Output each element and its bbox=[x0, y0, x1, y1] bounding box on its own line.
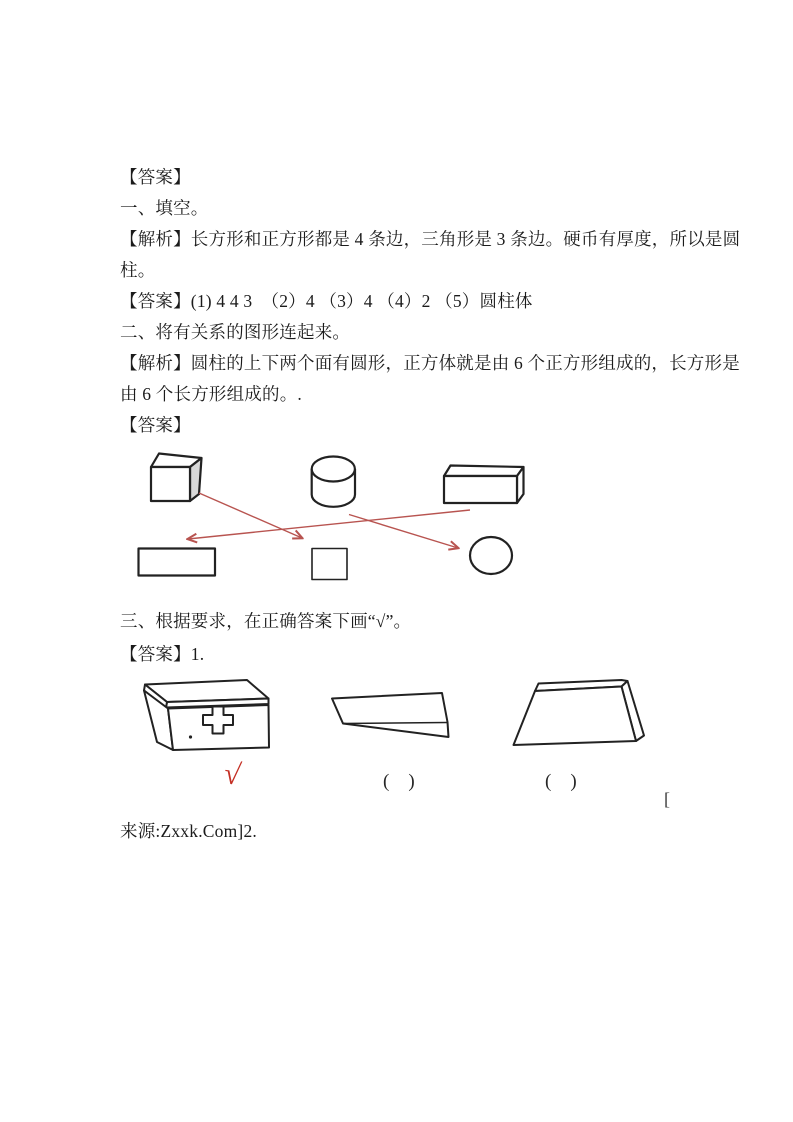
section1-analysis-line2: 柱。 bbox=[120, 260, 156, 280]
section3-answer-label: 【答案】1. bbox=[120, 644, 205, 664]
cuboid-shape bbox=[444, 466, 524, 504]
section2-analysis-line2: 由 6 个长方形组成的。. bbox=[120, 384, 302, 404]
trapezoid-block-shape bbox=[514, 680, 645, 745]
source-footer: 来源:Zxxk.Com]2. bbox=[120, 821, 257, 841]
match-line-cuboid-to-rectangle bbox=[188, 510, 470, 539]
section1-answer-line: 【答案】(1) 4 4 3 （2）4 （3）4 （4）2 （5）圆柱体 bbox=[120, 291, 533, 311]
answer-heading-1: 【答案】 bbox=[120, 167, 191, 187]
match-line-cylinder-to-circle bbox=[349, 515, 458, 549]
matching-diagram bbox=[139, 454, 524, 580]
square-shape bbox=[312, 549, 347, 580]
thin-slab-shape bbox=[332, 693, 449, 737]
answer-parentheses-middle: ( ) bbox=[383, 771, 415, 792]
match-line-cube-to-square bbox=[199, 493, 302, 538]
answer-parentheses-right: ( ) bbox=[545, 771, 577, 792]
check-mark: √ bbox=[221, 757, 243, 792]
section1-analysis-line1: 【解析】长方形和正方形都是 4 条边，三角形是 3 条边。硬币有厚度，所以是圆 bbox=[120, 229, 741, 249]
stray-bracket: [ bbox=[664, 789, 670, 809]
section2-analysis-line1: 【解析】圆柱的上下两个面有圆形，正方体就是由 6 个正方形组成的，长方形是 bbox=[120, 353, 740, 373]
section1-heading: 一、填空。 bbox=[120, 198, 209, 218]
section3-heading: 三、根据要求，在正确答案下画“√”。 bbox=[120, 611, 412, 631]
first-aid-box-shape bbox=[144, 680, 269, 750]
choice-diagram bbox=[144, 680, 644, 750]
section2-heading: 二、将有关系的图形连起来。 bbox=[120, 322, 351, 342]
circle-shape bbox=[470, 537, 512, 574]
section2-answer-label: 【答案】 bbox=[120, 415, 191, 435]
rectangle-shape bbox=[139, 549, 216, 576]
cylinder-shape bbox=[312, 457, 355, 507]
cube-shape bbox=[151, 454, 202, 502]
